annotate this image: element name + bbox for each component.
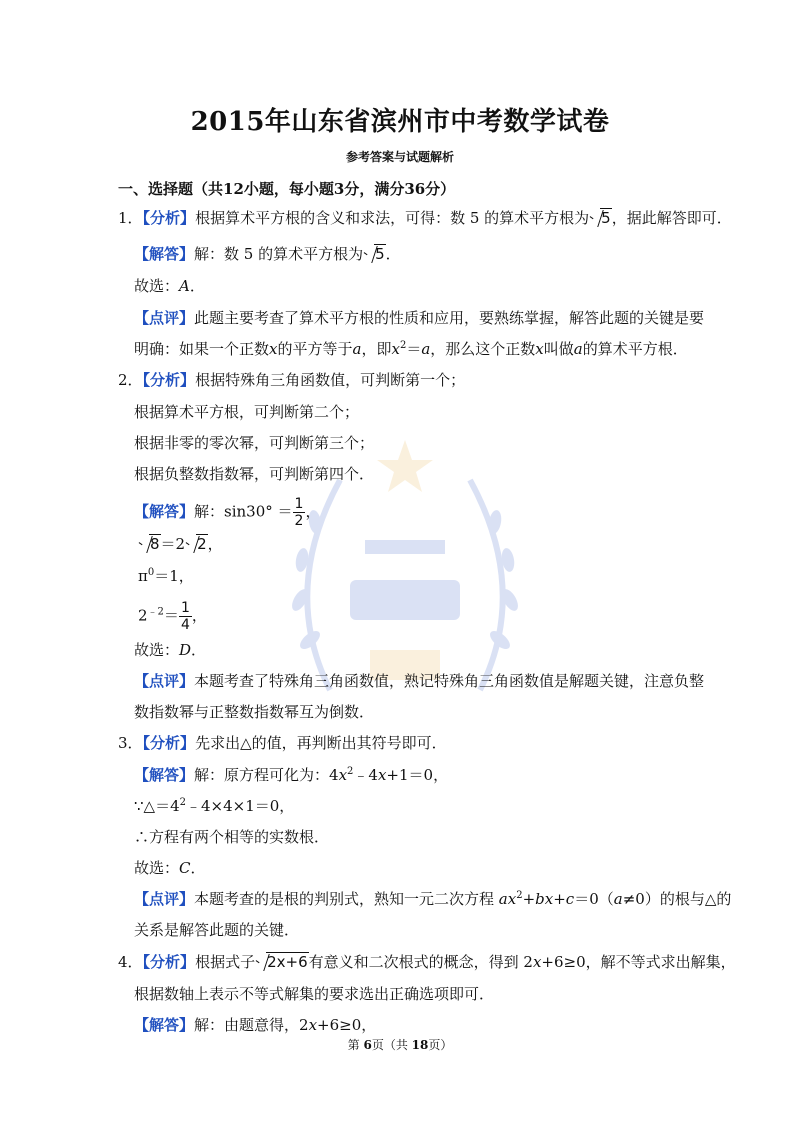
q3-choice: 故选：C． [134,859,206,877]
q2-analysis: 2．【分析】根据特殊角三角函数值，可判断第一个； [118,371,466,389]
section-heading: 一、选择题（共12小题，每小题3分，满分36分） [118,180,456,198]
page-subtitle: 参考答案与试题解析 [345,150,454,164]
q4-analysis: 4．【分析】根据式子 2x+6有意义和二次根式的概念，得到 2x+6≥0，解不等式求出解集， [118,953,736,971]
q2-answer: 【解答】解：sin30° ＝ $\frac{1}{2}$ ， [134,496,321,529]
sqrt-symbol [255,952,309,972]
analysis-tag: 【分析】 [142,734,196,752]
page-total: 18 [411,1038,429,1052]
text: ，据此解答即可． [611,209,732,227]
fraction: $\frac{1}{2}$ [294,496,304,529]
text: 解：数 5 的算术平方根为 [194,245,364,263]
q1-analysis [118,208,732,228]
q2-comment-1: 【点评】本题考查了特殊角三角函数值，熟记特殊角三角函数值是解题关键，注意负整 [134,672,705,690]
q4-line-2: 根据数轴上表示不等式解集的要求选出正确选项即可． [134,985,495,1003]
fraction: $\frac{1}{4}$ [180,600,190,633]
q1-comment-2: 明确：如果一个正数x的平方等于a，即$x^2=a$，那么这个正数x叫做a的算术平方根． [134,340,688,358]
choice-letter: A [179,277,190,295]
q3-line-3: ∴方程有两个相等的实数根． [134,828,330,846]
q2-line-4: 根据负整数指数幂，可判断第四个． [134,465,375,483]
q2-power-line: $2^{﹣2}=$ $\frac{1}{4}$ ， [138,600,207,633]
choice-letter: C [179,859,191,877]
analysis-tag: 【分析】 [142,371,196,389]
comment-tag: 【点评】 [134,890,195,908]
q3-comment-1: 【点评】本题考查的是根的判别式，熟知一元二次方程 $ax^2+bx+c=0(a\ne 0)$的根与△的 [134,890,732,908]
q2-choice: 故选：D． [134,641,207,659]
page-number: 6 [363,1038,372,1052]
answer-tag: 【解答】 [134,1016,195,1034]
text: 此题主要考查了算术平方根的性质和应用，要熟练掌握，解答此题的关键是要 [194,309,705,327]
analysis-tag: 【分析】 [142,953,196,971]
page-footer: 第 6页（共 18页） [347,1038,453,1052]
q1-answer [134,244,401,264]
text: ． [385,245,401,263]
q2-comment-2: 数指数幂与正整数指数幂互为倒数． [134,703,375,721]
q2-sqrt-line: 8＝2 2， [138,534,223,554]
q2-line-2: 根据算术平方根，可判断第二个； [134,403,360,421]
radicand: 5 [601,209,611,227]
comment-tag: 【点评】 [134,672,195,690]
comment-tag: 【点评】 [134,309,195,327]
q1-choice [134,276,205,296]
q2-line-3: 根据非零的零次幂，可判断第三个； [134,434,375,452]
sqrt-symbol [363,244,386,264]
q3-comment-2: 关系是解答此题的关键． [134,921,300,939]
answer-tag: 【解答】 [134,245,195,263]
question-number: 1． [118,209,143,227]
text: 故选： [134,277,180,295]
q3-line-2: $\because\triangle=4^2﹣4\times 4\times 1=0$， [134,797,295,815]
q2-pi-line: $\pi^0=1$， [138,567,194,585]
q1-comment-1 [134,308,704,328]
choice-letter: D [179,641,192,659]
q4-answer: 【解答】解：由题意得，2x+6≥0， [134,1016,377,1034]
sqrt-symbol: 2 [185,534,208,554]
answer-tag: 【解答】 [134,502,195,521]
answer-tag: 【解答】 [134,766,195,784]
page-title: 2015年山东省滨州市中考数学试卷 [190,107,610,137]
radicand: 5 [375,245,385,263]
text: 根据算术平方根的含义和求法，可得：数 5 的算术平方根为 [195,209,590,227]
text: ． [189,277,205,295]
q3-answer: 【解答】解：原方程可化为：$4x^2﹣4x+1=0$， [134,766,449,784]
analysis-tag: 【分析】 [142,209,196,227]
radicand: 2x+6 [267,953,308,971]
q3-analysis: 3．【分析】先求出△的值，再判断出其符号即可． [118,734,447,752]
sqrt-symbol [589,208,612,228]
sqrt-symbol: 8 [138,534,161,554]
